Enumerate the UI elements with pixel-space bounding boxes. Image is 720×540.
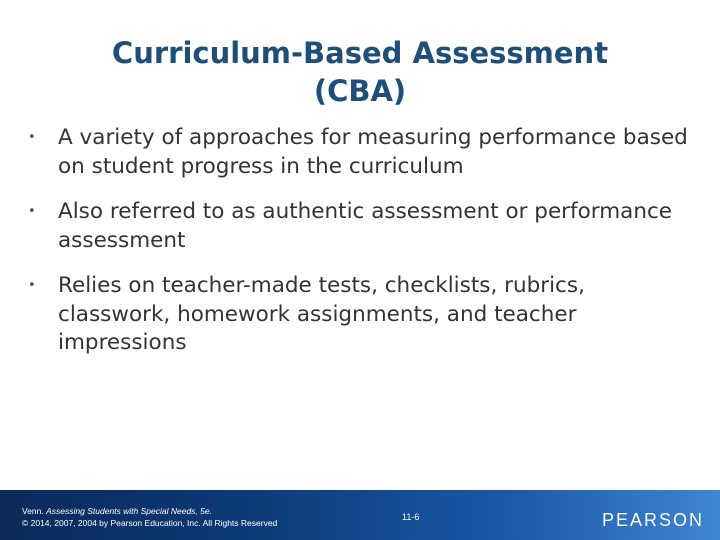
pearson-logo: PEARSON xyxy=(601,510,704,530)
bullet-item xyxy=(28,124,688,181)
bullet-item xyxy=(28,272,688,358)
slide-title xyxy=(0,34,720,110)
bullet-item xyxy=(28,198,688,255)
bullet-dot-icon: • xyxy=(28,204,36,219)
bullet-text: A variety of approaches for measuring performance based on student progress in the curriculum xyxy=(58,125,688,179)
bullet-text: Relies on teacher-made tests, checklists, rubrics, classwork, homework assignments, and teacher impressions xyxy=(58,273,585,355)
citation-line-1 xyxy=(22,505,277,517)
bullet-text: Also referred to as authentic assessment or performance assessment xyxy=(58,199,672,253)
bullet-dot-icon: • xyxy=(28,130,36,145)
citation-copyright: © 2014, 2007, 2004 by Pearson Education, Inc. All Rights Reserved xyxy=(22,518,278,528)
citation-book-title: Assessing Students with Special Needs, 5e. xyxy=(46,506,212,516)
citation-author: Venn. xyxy=(22,506,44,516)
page-number: 11-6 xyxy=(402,512,420,522)
slide-title-line-1: Curriculum-Based Assessment xyxy=(111,36,609,70)
footer-citation xyxy=(22,505,277,529)
bullet-list xyxy=(28,124,688,358)
slide-title-line-2: (CBA) xyxy=(313,74,407,108)
bullet-dot-icon: • xyxy=(28,278,36,293)
